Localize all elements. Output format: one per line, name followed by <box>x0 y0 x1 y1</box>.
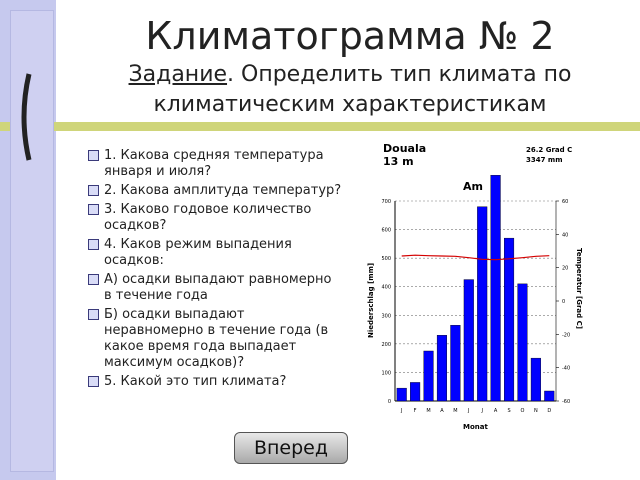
month-label: J <box>481 408 483 414</box>
precip-bar <box>424 351 434 401</box>
square-bullet-icon <box>88 274 99 285</box>
slide-title: Климатограмма № 2 <box>145 14 555 58</box>
left-axis-label: Niederschlag [mm] <box>367 262 375 338</box>
precip-tick-label: 400 <box>381 284 391 291</box>
question-text: 1. Какова средняя температура января и июля? <box>104 148 324 179</box>
question-item <box>88 148 343 180</box>
task-subtitle <box>70 60 630 120</box>
precip-tick-label: 700 <box>381 199 391 205</box>
temp-tick-label: -60 <box>562 399 571 405</box>
precip-bar <box>491 175 501 401</box>
question-text: А) осадки выпадают равномерно в течение года <box>104 272 332 303</box>
precip-tick-label: 600 <box>381 227 391 234</box>
task-label: Задание <box>128 62 228 87</box>
temp-tick-label: 20 <box>562 265 569 272</box>
month-label: N <box>534 408 538 414</box>
station-name: Douala <box>383 142 427 155</box>
precip-bar <box>437 335 447 401</box>
square-bullet-icon <box>88 309 99 320</box>
square-bullet-icon <box>88 239 99 250</box>
x-axis-label: Monat <box>463 423 488 431</box>
square-bullet-icon <box>88 376 99 387</box>
month-label: A <box>440 408 444 414</box>
temp-tick-label: 40 <box>562 232 569 239</box>
temp-tick-label: -40 <box>562 365 571 372</box>
question-item <box>88 374 343 390</box>
month-label: F <box>413 408 417 414</box>
question-text: 2. Какова амплитуда температур? <box>104 183 342 198</box>
question-item <box>88 272 343 304</box>
month-label: J <box>400 408 403 414</box>
square-bullet-icon <box>88 150 99 161</box>
month-label: O <box>520 408 525 414</box>
bracket-ornament <box>15 72 35 162</box>
precip-bar <box>518 284 528 401</box>
task-text: . Определить тип климата по климатическим характеристикам <box>153 62 572 117</box>
precip-tick-label: 0 <box>387 399 391 405</box>
question-item <box>88 237 343 269</box>
horizontal-decor-line <box>0 122 640 131</box>
temp-tick-label: 60 <box>562 199 569 205</box>
temp-tick-label: 0 <box>562 299 566 305</box>
climatogram-chart <box>363 138 585 433</box>
precip-bar <box>397 388 407 401</box>
month-label: M <box>453 408 458 414</box>
precip-tick-label: 200 <box>381 341 391 348</box>
question-text: 3. Каково годовое количество осадков? <box>104 202 312 233</box>
question-text: 5. Какой это тип климата? <box>104 374 287 389</box>
month-label: M <box>426 408 431 414</box>
precip-bar <box>531 358 541 401</box>
climate-code: Am <box>463 180 483 193</box>
precip-bar <box>410 382 420 401</box>
question-item <box>88 202 343 234</box>
station-elevation: 13 m <box>383 155 414 168</box>
annual-precipitation: 3347 mm <box>526 156 563 164</box>
precip-bar <box>477 207 487 401</box>
question-list <box>88 148 343 393</box>
annual-temperature: 26.2 Grad C <box>526 146 573 154</box>
square-bullet-icon <box>88 185 99 196</box>
right-axis-label: Temperatur [Grad C] <box>575 248 583 329</box>
month-label: A <box>493 408 498 414</box>
month-label: S <box>507 408 511 414</box>
precip-tick-label: 500 <box>381 256 391 263</box>
precip-bar <box>451 325 461 401</box>
precip-tick-label: 100 <box>381 370 391 377</box>
temp-tick-label: -20 <box>562 332 571 339</box>
question-item <box>88 307 343 371</box>
temperature-line <box>402 255 550 260</box>
precip-tick-label: 300 <box>381 313 391 320</box>
month-label: J <box>468 408 470 414</box>
question-item <box>88 183 343 199</box>
precip-bar <box>464 280 474 401</box>
question-text: 4. Каков режим выпадения осадков: <box>104 237 292 268</box>
next-button[interactable]: Вперед <box>234 432 348 464</box>
square-bullet-icon <box>88 204 99 215</box>
precip-bar <box>544 391 554 401</box>
question-text: Б) осадки выпадают неравномерно в течение года (в какое время года выпадает максимум осадков)? <box>104 307 329 370</box>
month-label: D <box>547 408 552 414</box>
precip-bar <box>504 238 514 401</box>
